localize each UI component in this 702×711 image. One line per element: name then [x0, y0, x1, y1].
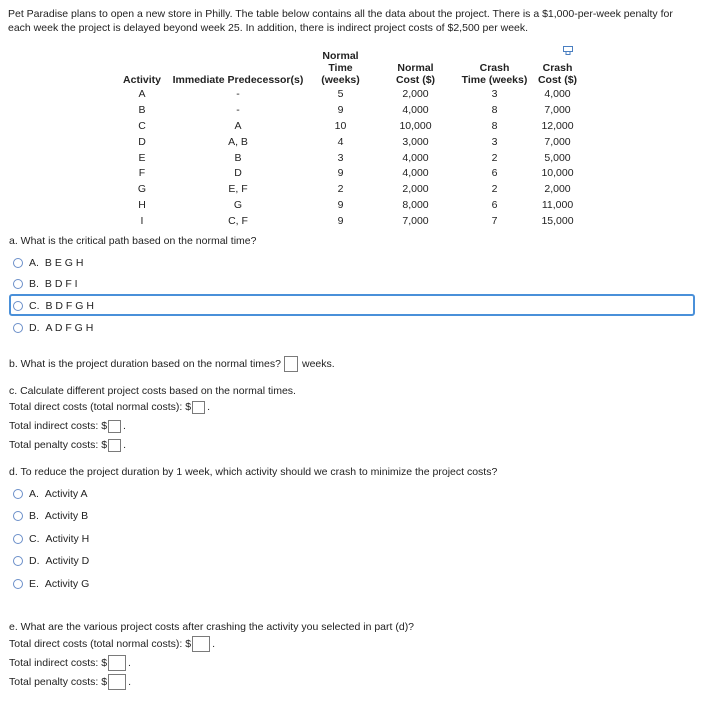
- part-a-option-b[interactable]: B. B D F I: [13, 276, 78, 292]
- part-d-option-b[interactable]: B. Activity B: [13, 508, 88, 524]
- table-row: C A 10 10,000 8 12,000: [138, 119, 574, 132]
- radio-icon[interactable]: [13, 534, 23, 544]
- table-row: B - 9 4,000 8 7,000: [138, 103, 571, 116]
- part-c-indirect-cost-input[interactable]: [108, 420, 121, 433]
- table-row: D A, B 4 3,000 3 7,000: [138, 135, 571, 148]
- part-e-indirect-line: Total indirect costs: $ .: [9, 657, 131, 669]
- part-d-option-c[interactable]: C. Activity H: [13, 531, 89, 547]
- part-c-penalty-line: Total penalty costs: $ .: [9, 439, 126, 451]
- table-row: G E, F 2 2,000 2 2,000: [137, 183, 571, 196]
- header-crash-time: Crash Time (weeks): [461, 62, 528, 86]
- part-c-question: c. Calculate different project costs based on the normal times.: [9, 385, 296, 397]
- part-e-direct-cost-input[interactable]: [192, 636, 210, 652]
- part-e-question: e. What are the various project costs after crashing the activity you selected in part (d)?: [9, 621, 415, 633]
- header-crash-cost: Crash Cost ($): [537, 62, 578, 86]
- part-a-option-a[interactable]: A. B E G H: [13, 255, 83, 271]
- part-d-question: d. To reduce the project duration by 1 week, which activity should we crash to minimize the project costs?: [9, 466, 498, 478]
- part-a-option-d[interactable]: D. A D F G H: [13, 320, 93, 336]
- radio-icon[interactable]: [13, 511, 23, 521]
- table-row: H G 9 8,000 6 11,000: [138, 199, 574, 212]
- part-e-indirect-cost-input[interactable]: [108, 655, 126, 671]
- table-row: E B 3 4,000 2 5,000: [138, 151, 571, 164]
- part-d-option-e[interactable]: E. Activity G: [13, 576, 89, 592]
- table-header-row: [116, 50, 584, 86]
- part-c-direct-cost-input[interactable]: [192, 401, 205, 414]
- radio-icon[interactable]: [13, 489, 23, 499]
- part-b-question-line: b. What is the project duration based on the normal times? weeks.: [9, 358, 335, 370]
- part-c-direct-line: Total direct costs (total normal costs): $ .: [9, 401, 210, 413]
- project-data-table: [116, 50, 584, 229]
- radio-icon[interactable]: [13, 279, 23, 289]
- part-c-penalty-cost-input[interactable]: [108, 439, 121, 452]
- radio-icon[interactable]: [13, 556, 23, 566]
- part-a-question: a. What is the critical path based on the normal time?: [9, 235, 257, 247]
- radio-icon[interactable]: [13, 579, 23, 589]
- radio-icon[interactable]: [13, 258, 23, 268]
- table-row: F D 9 4,000 6 10,000: [138, 167, 574, 180]
- radio-icon[interactable]: [13, 323, 23, 333]
- part-d-option-d[interactable]: D. Activity D: [13, 553, 89, 569]
- header-normal-cost: Normal Cost ($): [395, 62, 436, 86]
- header-predecessors: Immediate Predecessor(s): [172, 74, 304, 86]
- table-row: A - 5 2,000 3 4,000: [138, 87, 571, 100]
- header-normal-time: Normal Time (weeks): [321, 50, 360, 86]
- problem-statement: Pet Paradise plans to open a new store in Philly. The table below contains all the data about the project. There is a $1,000-per-week penalty for each week the project is delayed beyond week 25. In addition, there is indirect project costs of $2,500 per week.: [8, 8, 673, 34]
- project-duration-input[interactable]: [284, 356, 298, 372]
- table-row: I C, F 9 7,000 7 15,000: [140, 215, 574, 228]
- part-a-option-c[interactable]: C. B D F G H: [13, 298, 94, 314]
- focused-option-highlight: [9, 294, 695, 316]
- header-activity: Activity: [123, 74, 161, 86]
- part-d-option-a[interactable]: A. Activity A: [13, 486, 88, 502]
- part-e-direct-line: Total direct costs (total normal costs): $ .: [9, 638, 215, 650]
- part-e-penalty-line: Total penalty costs: $ .: [9, 676, 131, 688]
- part-e-penalty-cost-input[interactable]: [108, 674, 126, 690]
- radio-icon[interactable]: [13, 301, 23, 311]
- part-c-indirect-line: Total indirect costs: $ .: [9, 420, 126, 432]
